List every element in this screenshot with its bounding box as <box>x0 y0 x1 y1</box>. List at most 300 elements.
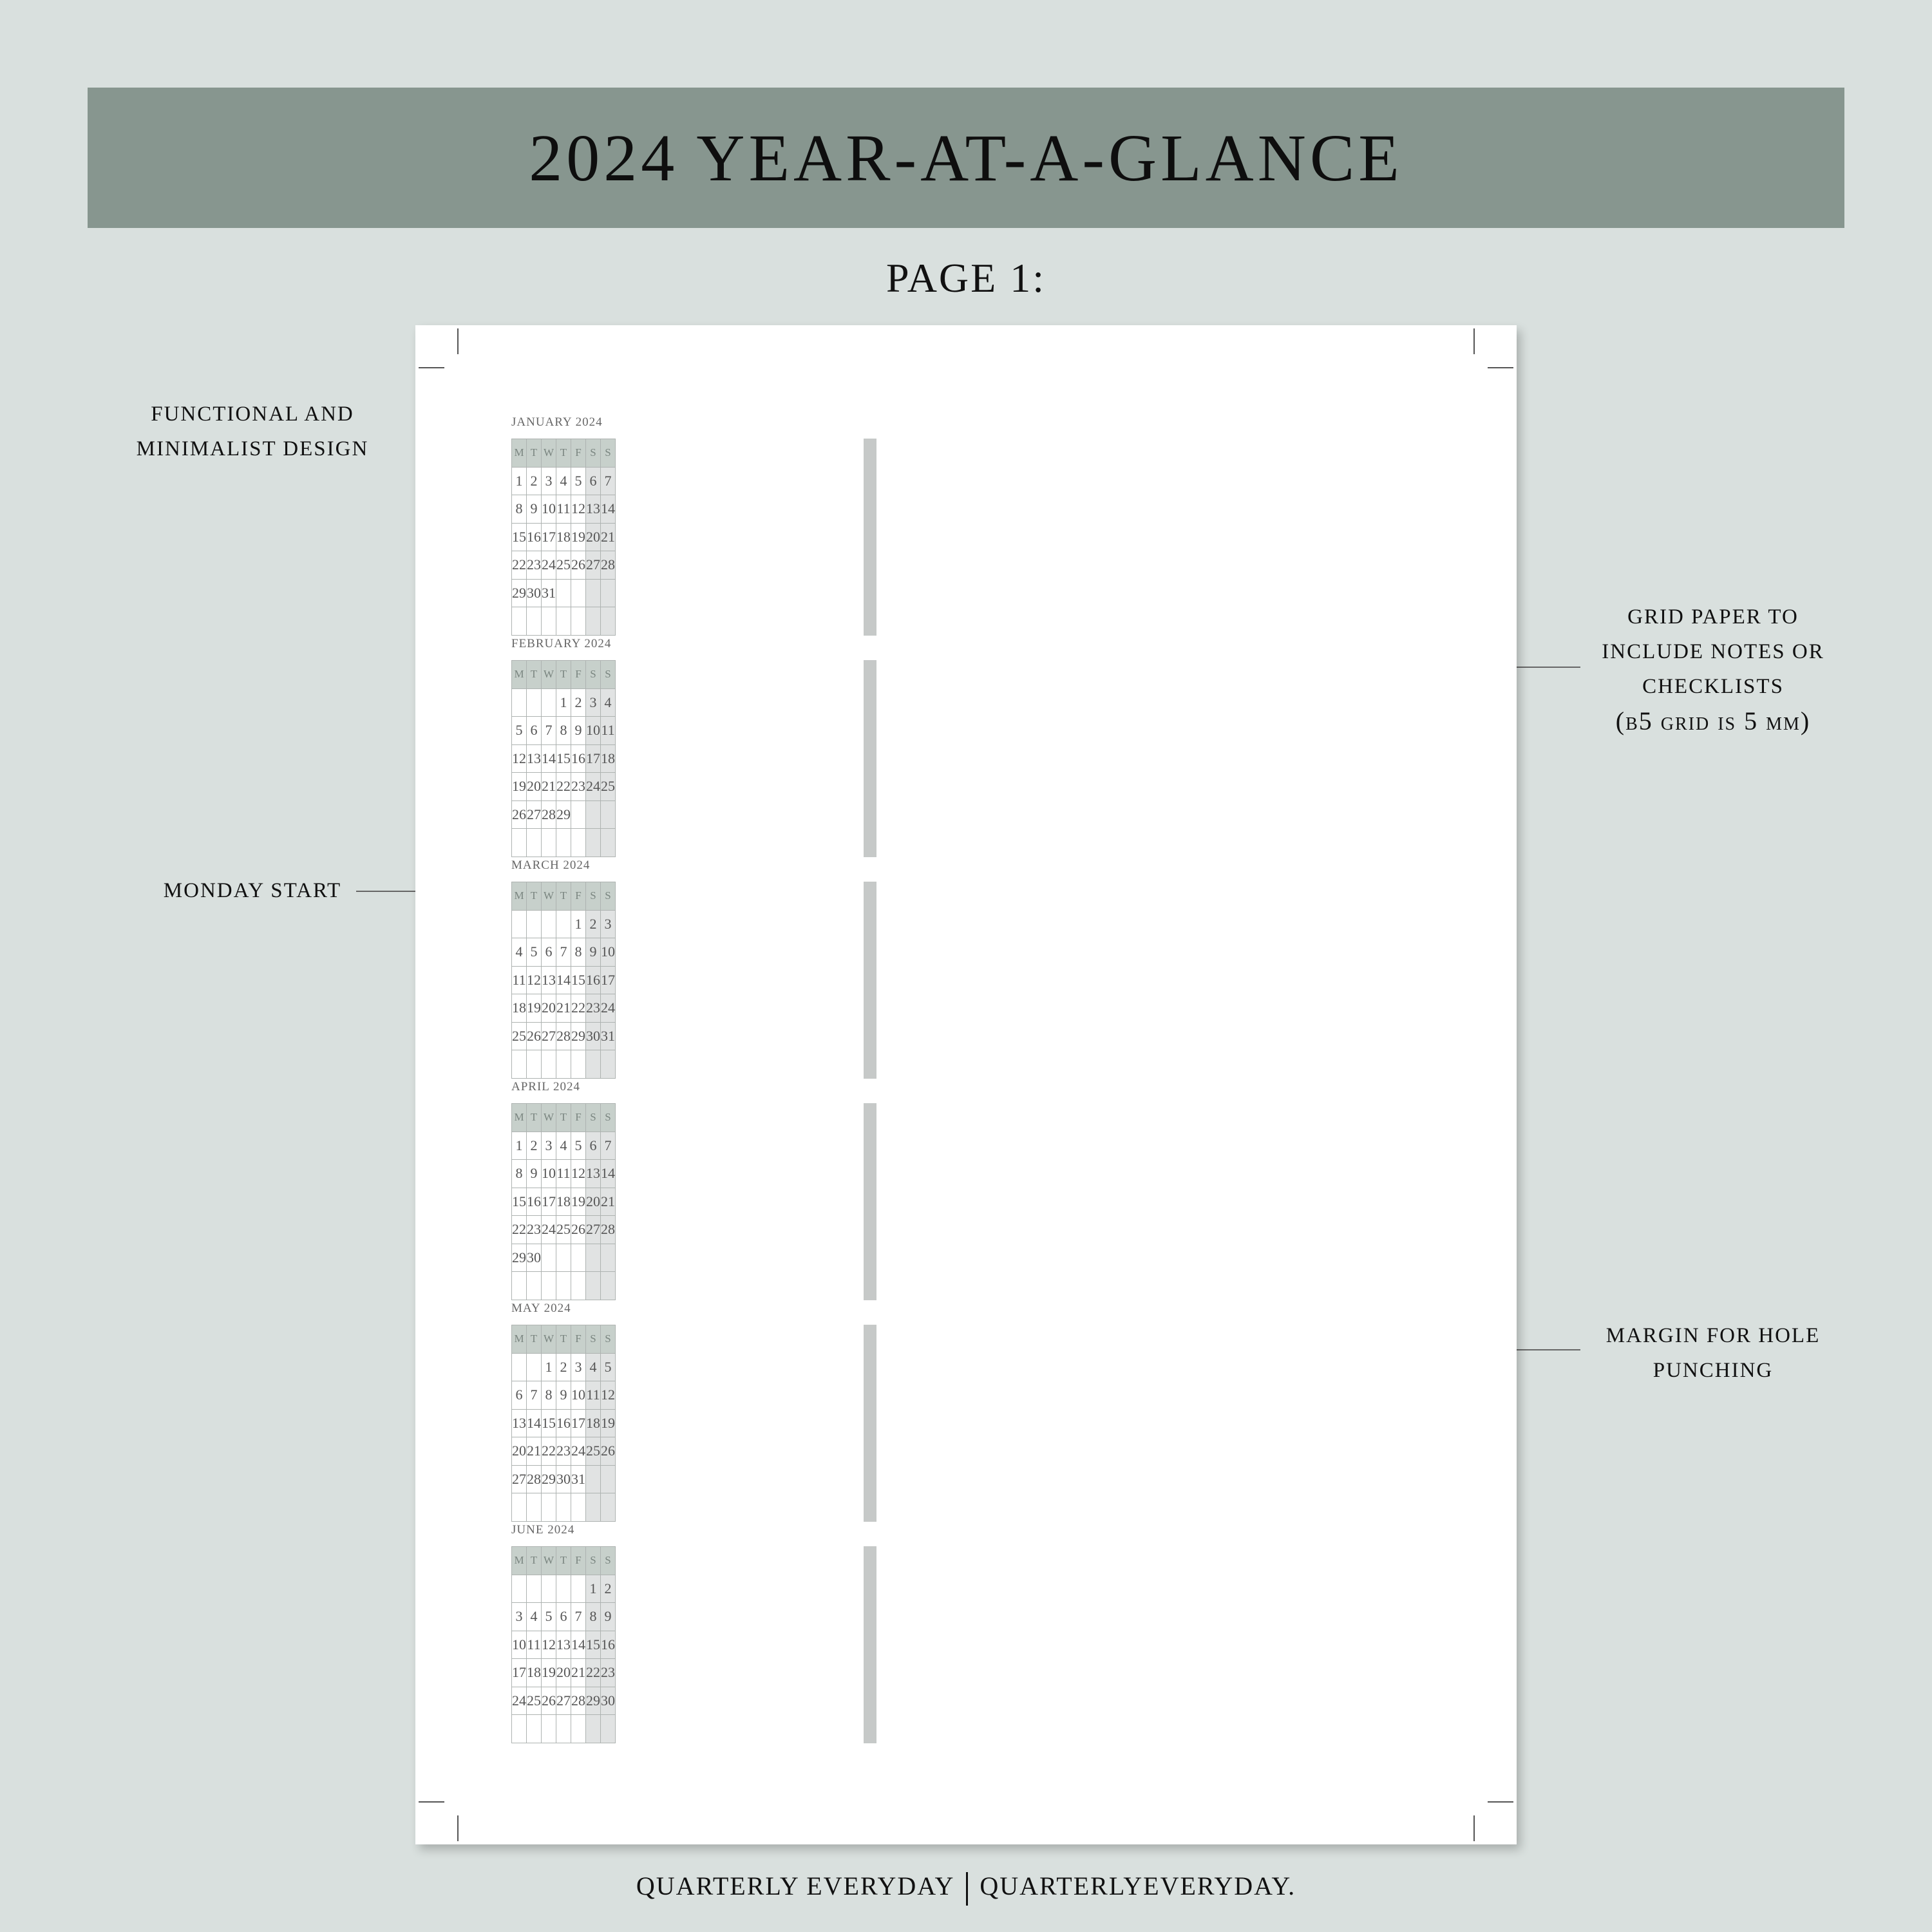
day-cell: 26 <box>527 1022 542 1050</box>
day-cell: 31 <box>601 1022 616 1050</box>
month-label: FEBRUARY 2024 <box>511 637 612 650</box>
day-cell <box>601 579 616 607</box>
day-cell <box>571 1244 586 1272</box>
day-cell: 13 <box>542 966 556 994</box>
day-cell: 30 <box>586 1022 601 1050</box>
month-calendar <box>511 1103 616 1300</box>
day-cell <box>542 1715 556 1743</box>
day-cell <box>542 829 556 857</box>
page-label: PAGE 1: <box>886 255 1046 301</box>
day-cell <box>586 1715 601 1743</box>
notes-grid <box>864 1103 876 1300</box>
day-cell <box>556 1493 571 1522</box>
day-cell: 11 <box>586 1381 601 1410</box>
weekday-header: S <box>586 1547 601 1575</box>
weekday-header: W <box>542 661 556 689</box>
notes-grid <box>864 439 876 636</box>
day-cell: 4 <box>512 938 527 967</box>
footer-brand: QUARTERLY EVERYDAY <box>636 1871 955 1900</box>
day-cell: 26 <box>571 1216 586 1244</box>
day-cell: 11 <box>556 1160 571 1188</box>
day-cell <box>512 1715 527 1743</box>
crop-mark <box>1488 367 1513 368</box>
month-label: JANUARY 2024 <box>511 415 603 429</box>
day-cell: 16 <box>571 744 586 773</box>
note-margin <box>1571 1318 1855 1388</box>
note-line: (b5 grid is 5 mm) <box>1615 706 1811 735</box>
weekday-header: T <box>527 1325 542 1354</box>
day-cell: 30 <box>556 1465 571 1493</box>
day-cell: 9 <box>527 1160 542 1188</box>
day-cell: 1 <box>542 1353 556 1381</box>
note-line: INCLUDE NOTES OR <box>1602 640 1824 663</box>
weekday-header: S <box>601 439 616 468</box>
day-cell: 12 <box>542 1631 556 1659</box>
day-cell <box>512 829 527 857</box>
day-cell: 12 <box>571 1160 586 1188</box>
month-label: MARCH 2024 <box>511 858 591 872</box>
day-cell: 14 <box>601 1160 616 1188</box>
day-cell <box>556 1715 571 1743</box>
day-cell: 29 <box>542 1465 556 1493</box>
day-cell: 25 <box>556 551 571 580</box>
day-cell: 20 <box>586 1188 601 1216</box>
weekday-header: W <box>542 439 556 468</box>
day-cell <box>527 1575 542 1603</box>
day-cell: 27 <box>527 800 542 829</box>
day-cell: 29 <box>571 1022 586 1050</box>
weekday-header: T <box>556 439 571 468</box>
day-cell: 17 <box>512 1659 527 1687</box>
month-calendar <box>511 660 616 857</box>
title-banner <box>88 88 1844 228</box>
day-cell <box>542 1272 556 1300</box>
day-cell: 21 <box>556 994 571 1023</box>
day-cell: 10 <box>542 1160 556 1188</box>
day-cell: 19 <box>542 1659 556 1687</box>
day-cell: 27 <box>512 1465 527 1493</box>
day-cell: 3 <box>512 1603 527 1631</box>
day-cell: 29 <box>512 579 527 607</box>
day-cell <box>601 829 616 857</box>
month-calendar <box>511 439 616 636</box>
day-cell <box>601 1465 616 1493</box>
weekday-header: F <box>571 1104 586 1132</box>
day-cell: 15 <box>512 1188 527 1216</box>
day-cell: 29 <box>586 1687 601 1715</box>
weekday-header: T <box>556 661 571 689</box>
day-cell: 15 <box>556 744 571 773</box>
day-cell: 16 <box>586 966 601 994</box>
day-cell: 10 <box>571 1381 586 1410</box>
day-cell: 9 <box>601 1603 616 1631</box>
day-cell <box>571 1050 586 1079</box>
day-cell: 3 <box>571 1353 586 1381</box>
day-cell: 16 <box>527 523 542 551</box>
note-line: GRID PAPER TO <box>1627 605 1799 629</box>
note-line: CHECKLISTS <box>1642 675 1784 698</box>
month-calendar <box>511 1546 616 1743</box>
day-cell: 28 <box>571 1687 586 1715</box>
day-cell <box>542 1575 556 1603</box>
day-cell: 23 <box>586 994 601 1023</box>
footer <box>0 1871 1932 1906</box>
day-cell: 19 <box>601 1409 616 1437</box>
note-line: MINIMALIST DESIGN <box>136 437 369 460</box>
note-line: PUNCHING <box>1653 1359 1774 1382</box>
day-cell: 19 <box>571 523 586 551</box>
weekday-header: S <box>586 1325 601 1354</box>
day-cell <box>586 800 601 829</box>
crop-mark <box>419 1801 444 1803</box>
crop-mark <box>457 328 459 354</box>
weekday-header: T <box>556 882 571 911</box>
notes-grid <box>864 660 876 857</box>
day-cell: 1 <box>512 467 527 495</box>
day-cell <box>586 1465 601 1493</box>
day-cell <box>527 1715 542 1743</box>
day-cell: 22 <box>571 994 586 1023</box>
day-cell: 4 <box>601 688 616 717</box>
day-cell: 29 <box>556 800 571 829</box>
planner-page <box>415 325 1517 1844</box>
day-cell: 14 <box>601 495 616 524</box>
day-cell: 5 <box>601 1353 616 1381</box>
day-cell: 18 <box>556 523 571 551</box>
note-line: FUNCTIONAL AND <box>151 402 354 426</box>
note-functional-design <box>116 397 389 466</box>
day-cell <box>542 607 556 636</box>
day-cell: 26 <box>601 1437 616 1466</box>
day-cell <box>571 1272 586 1300</box>
day-cell: 7 <box>601 467 616 495</box>
day-cell <box>601 800 616 829</box>
day-cell: 8 <box>571 938 586 967</box>
day-cell: 24 <box>571 1437 586 1466</box>
day-cell: 3 <box>542 467 556 495</box>
day-cell: 23 <box>571 773 586 801</box>
day-cell: 17 <box>542 1188 556 1216</box>
weekday-header: S <box>601 882 616 911</box>
weekday-header: S <box>601 1547 616 1575</box>
day-cell: 18 <box>512 994 527 1023</box>
day-cell <box>571 579 586 607</box>
day-cell: 30 <box>527 579 542 607</box>
day-cell: 13 <box>556 1631 571 1659</box>
day-cell: 7 <box>542 717 556 745</box>
day-cell: 2 <box>556 1353 571 1381</box>
weekday-header: W <box>542 1325 556 1354</box>
day-cell: 17 <box>542 523 556 551</box>
day-cell: 24 <box>601 994 616 1023</box>
day-cell: 25 <box>556 1216 571 1244</box>
day-cell: 21 <box>571 1659 586 1687</box>
note-grid-paper <box>1571 600 1855 739</box>
day-cell: 29 <box>512 1244 527 1272</box>
day-cell <box>512 688 527 717</box>
day-cell: 10 <box>512 1631 527 1659</box>
day-cell: 30 <box>601 1687 616 1715</box>
day-cell: 15 <box>586 1631 601 1659</box>
day-cell: 18 <box>601 744 616 773</box>
notes-grid <box>864 1546 876 1743</box>
day-cell: 28 <box>556 1022 571 1050</box>
day-cell: 12 <box>512 744 527 773</box>
day-cell: 22 <box>542 1437 556 1466</box>
day-cell: 27 <box>542 1022 556 1050</box>
day-cell: 25 <box>527 1687 542 1715</box>
weekday-header: W <box>542 882 556 911</box>
notes-grid <box>864 1325 876 1522</box>
crop-mark <box>1473 1815 1475 1841</box>
day-cell: 8 <box>512 495 527 524</box>
day-cell <box>556 1272 571 1300</box>
day-cell: 11 <box>601 717 616 745</box>
day-cell: 19 <box>571 1188 586 1216</box>
weekday-header: W <box>542 1547 556 1575</box>
weekday-header: M <box>512 439 527 468</box>
day-cell: 28 <box>527 1465 542 1493</box>
day-cell: 24 <box>542 1216 556 1244</box>
day-cell: 9 <box>556 1381 571 1410</box>
weekday-header: M <box>512 1104 527 1132</box>
day-cell <box>601 1272 616 1300</box>
day-cell: 3 <box>586 688 601 717</box>
day-cell <box>527 1050 542 1079</box>
day-cell: 16 <box>601 1631 616 1659</box>
note-line: MARGIN FOR HOLE <box>1605 1324 1821 1347</box>
weekday-header: F <box>571 882 586 911</box>
day-cell: 28 <box>601 551 616 580</box>
day-cell: 27 <box>586 1216 601 1244</box>
day-cell <box>601 607 616 636</box>
day-cell: 27 <box>586 551 601 580</box>
weekday-header: T <box>556 1325 571 1354</box>
weekday-header: M <box>512 1547 527 1575</box>
day-cell: 31 <box>542 579 556 607</box>
day-cell <box>586 607 601 636</box>
day-cell: 22 <box>556 773 571 801</box>
day-cell: 8 <box>542 1381 556 1410</box>
day-cell <box>571 829 586 857</box>
day-cell: 21 <box>527 1437 542 1466</box>
day-cell: 5 <box>571 1132 586 1160</box>
day-cell: 19 <box>527 994 542 1023</box>
weekday-header: S <box>601 661 616 689</box>
day-cell: 4 <box>586 1353 601 1381</box>
weekday-header: S <box>601 1325 616 1354</box>
day-cell: 28 <box>601 1216 616 1244</box>
day-cell: 4 <box>527 1603 542 1631</box>
day-cell: 28 <box>542 800 556 829</box>
day-cell: 6 <box>542 938 556 967</box>
weekday-header: F <box>571 661 586 689</box>
day-cell <box>512 1353 527 1381</box>
day-cell: 21 <box>542 773 556 801</box>
day-cell <box>512 1493 527 1522</box>
day-cell: 18 <box>586 1409 601 1437</box>
day-cell <box>601 1493 616 1522</box>
day-cell: 22 <box>512 1216 527 1244</box>
day-cell: 5 <box>527 938 542 967</box>
footer-site: QUARTERLYEVERYDAY. <box>980 1871 1296 1900</box>
day-cell: 3 <box>601 910 616 938</box>
weekday-header: S <box>586 1104 601 1132</box>
day-cell: 12 <box>601 1381 616 1410</box>
weekday-header: T <box>527 661 542 689</box>
day-cell <box>556 607 571 636</box>
day-cell: 14 <box>542 744 556 773</box>
day-cell: 17 <box>586 744 601 773</box>
day-cell <box>556 1050 571 1079</box>
day-cell <box>586 829 601 857</box>
day-cell: 18 <box>527 1659 542 1687</box>
day-cell: 19 <box>512 773 527 801</box>
day-cell <box>571 1493 586 1522</box>
day-cell: 20 <box>542 994 556 1023</box>
day-cell <box>542 1244 556 1272</box>
day-cell: 5 <box>571 467 586 495</box>
day-cell: 2 <box>527 1132 542 1160</box>
day-cell: 12 <box>527 966 542 994</box>
day-cell <box>512 910 527 938</box>
day-cell <box>586 1272 601 1300</box>
weekday-header: M <box>512 882 527 911</box>
day-cell <box>556 910 571 938</box>
day-cell: 21 <box>601 1188 616 1216</box>
day-cell: 11 <box>512 966 527 994</box>
day-cell: 15 <box>542 1409 556 1437</box>
day-cell: 11 <box>527 1631 542 1659</box>
weekday-header: S <box>586 439 601 468</box>
day-cell: 23 <box>601 1659 616 1687</box>
day-cell <box>556 1575 571 1603</box>
day-cell: 3 <box>542 1132 556 1160</box>
weekday-header: F <box>571 1325 586 1354</box>
day-cell <box>512 607 527 636</box>
day-cell: 2 <box>571 688 586 717</box>
day-cell: 7 <box>527 1381 542 1410</box>
note-monday-start: MONDAY START <box>163 879 342 902</box>
crop-mark <box>419 367 444 368</box>
day-cell: 23 <box>527 1216 542 1244</box>
day-cell: 24 <box>512 1687 527 1715</box>
day-cell <box>527 607 542 636</box>
day-cell: 14 <box>527 1409 542 1437</box>
day-cell: 1 <box>571 910 586 938</box>
day-cell: 5 <box>542 1603 556 1631</box>
day-cell <box>601 1715 616 1743</box>
day-cell: 10 <box>586 717 601 745</box>
day-cell <box>527 910 542 938</box>
day-cell: 14 <box>571 1631 586 1659</box>
weekday-header: W <box>542 1104 556 1132</box>
day-cell: 26 <box>542 1687 556 1715</box>
day-cell: 31 <box>571 1465 586 1493</box>
day-cell: 25 <box>601 773 616 801</box>
weekday-header: S <box>601 1104 616 1132</box>
day-cell <box>512 1272 527 1300</box>
day-cell <box>556 579 571 607</box>
day-cell: 4 <box>556 1132 571 1160</box>
day-cell: 6 <box>586 1132 601 1160</box>
day-cell <box>586 579 601 607</box>
month-label: APRIL 2024 <box>511 1080 580 1094</box>
day-cell: 8 <box>512 1160 527 1188</box>
day-cell: 9 <box>527 495 542 524</box>
crop-mark <box>1473 328 1475 354</box>
day-cell <box>542 688 556 717</box>
day-cell: 21 <box>601 523 616 551</box>
day-cell <box>586 1050 601 1079</box>
day-cell: 1 <box>512 1132 527 1160</box>
day-cell: 24 <box>586 773 601 801</box>
day-cell: 26 <box>512 800 527 829</box>
day-cell: 6 <box>556 1603 571 1631</box>
day-cell <box>586 1493 601 1522</box>
day-cell: 5 <box>512 717 527 745</box>
day-cell: 13 <box>512 1409 527 1437</box>
day-cell: 8 <box>556 717 571 745</box>
weekday-header: F <box>571 1547 586 1575</box>
day-cell: 16 <box>527 1188 542 1216</box>
weekday-header: F <box>571 439 586 468</box>
day-cell: 1 <box>556 688 571 717</box>
day-cell: 22 <box>586 1659 601 1687</box>
weekday-header: T <box>527 882 542 911</box>
crop-mark <box>1488 1801 1513 1803</box>
weekday-header: T <box>527 1547 542 1575</box>
day-cell: 20 <box>586 523 601 551</box>
day-cell: 16 <box>556 1409 571 1437</box>
day-cell <box>527 1272 542 1300</box>
day-cell <box>512 1050 527 1079</box>
day-cell <box>527 829 542 857</box>
footer-divider <box>966 1872 968 1906</box>
weekday-header: M <box>512 661 527 689</box>
day-cell: 13 <box>527 744 542 773</box>
day-cell <box>556 829 571 857</box>
day-cell <box>527 1353 542 1381</box>
day-cell: 25 <box>512 1022 527 1050</box>
day-cell: 27 <box>556 1687 571 1715</box>
day-cell: 25 <box>586 1437 601 1466</box>
weekday-header: T <box>556 1104 571 1132</box>
day-cell: 17 <box>571 1409 586 1437</box>
day-cell: 7 <box>556 938 571 967</box>
weekday-header: S <box>586 882 601 911</box>
month-label: MAY 2024 <box>511 1302 571 1315</box>
day-cell: 23 <box>556 1437 571 1466</box>
day-cell: 8 <box>586 1603 601 1631</box>
day-cell: 9 <box>571 717 586 745</box>
weekday-header: S <box>586 661 601 689</box>
day-cell: 2 <box>601 1575 616 1603</box>
month-calendar <box>511 882 616 1079</box>
day-cell: 24 <box>542 551 556 580</box>
month-calendar <box>511 1325 616 1522</box>
day-cell <box>601 1050 616 1079</box>
day-cell: 11 <box>556 495 571 524</box>
day-cell: 13 <box>586 1160 601 1188</box>
day-cell: 20 <box>527 773 542 801</box>
day-cell <box>601 1244 616 1272</box>
day-cell: 20 <box>512 1437 527 1466</box>
day-cell: 2 <box>527 467 542 495</box>
day-cell <box>527 688 542 717</box>
day-cell: 17 <box>601 966 616 994</box>
day-cell: 15 <box>571 966 586 994</box>
